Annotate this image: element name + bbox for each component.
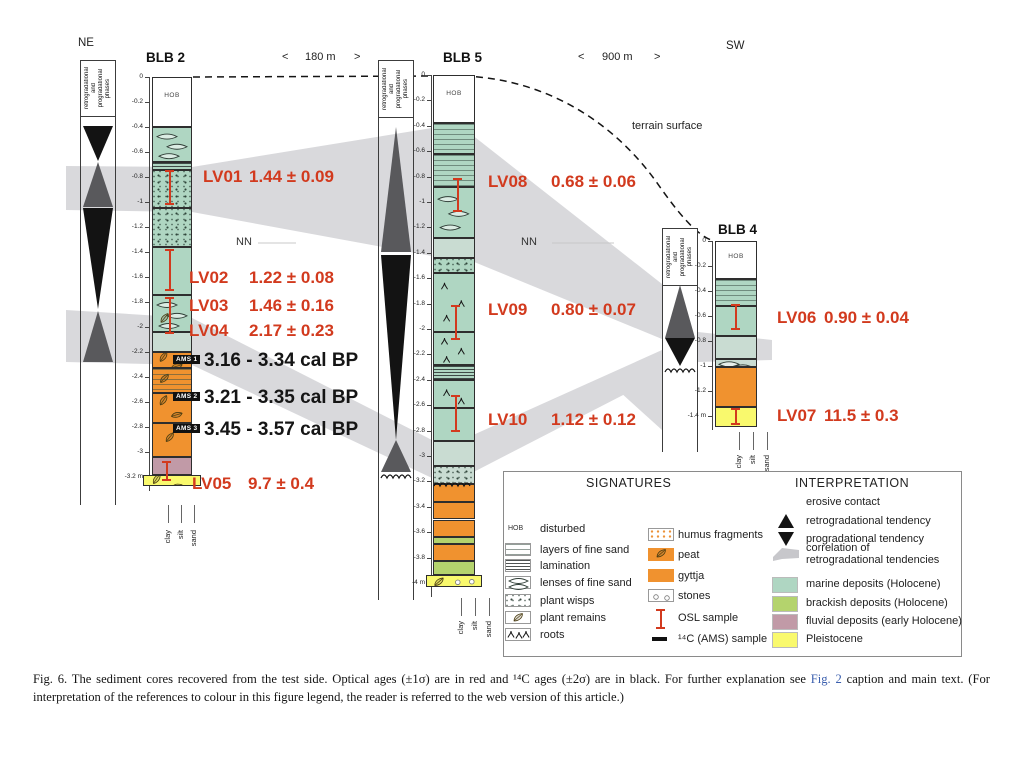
core-segment [152, 162, 192, 170]
ams-age-text: 3.45 - 3.57 cal BP [204, 419, 359, 440]
distance-arrow-left: < [282, 51, 289, 63]
core-segment [433, 123, 475, 153]
grain-scale-tick [753, 432, 754, 450]
compass-sw-label: SW [726, 40, 745, 52]
distance-arrow-right: > [354, 51, 361, 63]
phases-header-word: retrogradational [382, 67, 388, 111]
phases-header-word: and [389, 83, 395, 94]
age-label-name: LV08 [488, 172, 528, 191]
roots-legend-icon [505, 628, 531, 641]
osl-sample-bar [731, 304, 740, 330]
osl-sample-bar [731, 408, 740, 425]
segment-pattern [153, 209, 191, 246]
hob-legend-icon: HOB [508, 525, 524, 532]
interpretation-title: INTERPRETATION [795, 476, 910, 490]
depth-tick [145, 227, 149, 228]
osl-bar-part [457, 178, 459, 212]
core-segment [426, 575, 482, 586]
depth-tick-label: -2 [137, 323, 143, 330]
distance-label: 180 m [305, 51, 336, 63]
legend-item-label: lenses of fine sand [540, 577, 632, 589]
segment-pattern [153, 128, 192, 162]
depth-tick-label: -3.6 [413, 528, 425, 536]
age-label-value: 9.7 ± 0.4 [248, 474, 315, 493]
phases-header-word: retrogradational [84, 67, 90, 110]
depth-tick [427, 354, 431, 355]
segment-pattern [434, 259, 474, 272]
age-label-name: LV03 [189, 296, 229, 315]
legend-item-label: OSL sample [678, 612, 739, 624]
erosive-contact-icon [381, 473, 411, 481]
grain-scale-label: clay [163, 530, 172, 544]
osl-sample-bar [165, 249, 174, 291]
pleisto-legend-icon [772, 632, 798, 648]
core-segment [715, 241, 757, 279]
stones-legend-icon [648, 589, 674, 602]
depth-tick [145, 327, 149, 328]
core-segment [715, 367, 757, 407]
segment-pattern [506, 577, 532, 590]
depth-tick-label: -3 [137, 448, 143, 455]
depth-tick-label: -2 [419, 325, 425, 332]
grain-scale-label: silt [748, 455, 757, 465]
legend-item-label: plant remains [540, 612, 607, 624]
depth-tick [708, 341, 712, 342]
segment-pattern [506, 612, 532, 625]
depth-tick [427, 532, 431, 533]
depth-tick-label: -0.6 [413, 147, 425, 155]
phases-header-word: progradational [98, 69, 104, 108]
phases-header-word: and [673, 251, 679, 262]
osl-bar-part [735, 304, 737, 330]
legend-item-label: ¹⁴C (AMS) sample [678, 633, 768, 645]
legend-item-label: lamination [540, 560, 591, 572]
depth-tick-label: -1 [419, 198, 425, 205]
depth-tick-label: -1 [700, 362, 706, 369]
caption-text: caption and main text. (For interpretation of the references to colour in this figure legend, the reader is referred to the web version of this article.) [33, 672, 990, 704]
osl-bar-part [731, 423, 740, 425]
segment-pattern [427, 576, 482, 586]
segment-pattern [716, 360, 757, 368]
depth-tick-label: 0 [139, 73, 143, 80]
depth-tick [145, 102, 149, 103]
leaf-legend-icon [505, 611, 531, 624]
phases-header-word: phases [105, 78, 111, 99]
core-erosive-contact [434, 481, 474, 489]
depth-tick [427, 558, 431, 559]
grain-scale-label: clay [456, 621, 465, 635]
depth-tick [708, 316, 712, 317]
osl-bar-part [166, 461, 168, 481]
grain-scale-label: sand [189, 530, 198, 547]
depth-tick-label: -0.8 [413, 172, 425, 180]
depth-tick-label: -2.8 [131, 423, 143, 430]
legend-item-label: erosive contact [806, 496, 880, 508]
grain-scale-tick [489, 598, 490, 616]
hob-label: HOB [728, 252, 744, 260]
grain-scale-tick [194, 505, 195, 523]
depth-tick-label: -1.8 [131, 298, 143, 305]
core-segment [433, 544, 475, 562]
phases-header-word: progradational [680, 237, 686, 277]
legend-item-label: plant wisps [540, 595, 595, 607]
gyttja-legend-icon [648, 569, 674, 582]
depth-tick-label: -1.4 [413, 248, 425, 256]
legend-item-label: correlation of [806, 542, 870, 554]
nn-label: NN [236, 236, 252, 248]
segment-pattern [434, 124, 474, 152]
progradational-triangle [83, 208, 113, 309]
osl-bar-part [656, 627, 665, 629]
depth-tick [708, 391, 712, 392]
osl-bar-part [455, 395, 457, 432]
legend-item-label: retrogradational tendency [806, 515, 931, 527]
osl-bar-part [451, 430, 460, 432]
grain-scale-label: sand [762, 455, 771, 472]
core-segment [433, 238, 475, 258]
nn-label: NN [521, 236, 537, 248]
depth-tick-label: -2.4 [131, 373, 143, 380]
distance-arrow-left: < [578, 51, 585, 63]
depth-tick-label: -1.6 [131, 273, 143, 280]
age-label-name: LV04 [189, 321, 229, 340]
ams-tag: AMS 2 [173, 392, 200, 401]
age-label-name: LV10 [488, 410, 528, 429]
core-segment [433, 75, 475, 123]
osl-sample-bar [656, 609, 665, 629]
legend-item-label: retrogradational tendencies [806, 554, 940, 566]
depth-tick-label: -1.2 [694, 387, 706, 394]
depth-tick-label: -1.4 m [687, 412, 706, 419]
osl-bar-part [165, 289, 174, 291]
osl-bar-part [451, 338, 460, 340]
peat-legend-icon [648, 548, 674, 561]
segment-pattern [649, 590, 675, 603]
core-segment [152, 127, 192, 162]
marine-legend-icon [772, 577, 798, 593]
segment-pattern [506, 544, 530, 555]
osl-sample-bar [453, 178, 462, 212]
age-label-value: 1.12 ± 0.12 [551, 410, 636, 429]
age-label-value: 0.80 ± 0.07 [551, 300, 636, 319]
depth-tick-label: -2.6 [413, 401, 425, 409]
core-segment [152, 77, 192, 127]
depth-tick [427, 431, 431, 432]
legend-item-label: gyttja [678, 570, 705, 582]
segment-pattern [506, 560, 530, 571]
age-label-name: LV09 [488, 300, 528, 319]
segment-pattern [153, 369, 191, 392]
legend-item-label: layers of fine sand [540, 544, 630, 556]
progradational-triangle [83, 126, 113, 161]
depth-tick-label: -1.2 [131, 223, 143, 230]
age-label-value: 1.22 ± 0.08 [249, 268, 334, 287]
core-segment [715, 359, 757, 368]
core-segment [152, 368, 192, 393]
c14-sample-icon [652, 637, 667, 641]
osl-bar-part [453, 210, 462, 212]
osl-sample-bar [165, 297, 174, 334]
depth-tick [145, 402, 149, 403]
depth-tick-label: -2.6 [131, 398, 143, 405]
depth-tick-label: -3.2 [413, 477, 425, 485]
depth-tick [145, 177, 149, 178]
osl-bar-part [165, 203, 174, 205]
legend-item-label: progradational tendency [806, 533, 925, 545]
core-segment [152, 457, 192, 475]
osl-sample-bar [451, 395, 460, 432]
age-label-name: LV02 [189, 268, 229, 287]
caption-text: Fig. 6. The sediment cores recovered from the test side. Optical ages (±1σ) are in red and ¹⁴C ages (±2σ) are in black. For further explanation see [33, 672, 811, 686]
depth-tick-label: -0.6 [694, 312, 706, 319]
core-segment [433, 502, 475, 520]
legend-item-label: fluvial deposits (early Holocene) [806, 615, 962, 627]
retrogradational-triangle [83, 162, 113, 207]
depth-ruler-line [149, 77, 150, 491]
depth-tick [427, 304, 431, 305]
figure-caption [33, 671, 990, 706]
depth-tick [145, 352, 149, 353]
legend-item-label: marine deposits (Holocene) [806, 578, 941, 590]
wisps-legend-icon [505, 594, 531, 607]
depth-tick [427, 227, 431, 228]
osl-bar-part [660, 609, 662, 629]
core-title-blb2: BLB 2 [146, 50, 186, 65]
osl-bar-part [455, 305, 457, 340]
depth-tick [427, 405, 431, 406]
depth-tick [708, 241, 712, 242]
distance-label: 900 m [602, 51, 633, 63]
age-label-name: LV07 [777, 406, 817, 425]
hob-label: HOB [446, 89, 462, 97]
depth-tick [427, 202, 431, 203]
osl-bar-part [169, 297, 171, 334]
grain-scale-tick [767, 432, 768, 450]
depth-tick [427, 100, 431, 101]
depth-tick-label: -0.4 [694, 287, 706, 294]
lens-legend-icon [505, 576, 531, 589]
core-segment [433, 520, 475, 538]
depth-tick [145, 152, 149, 153]
depth-tick-label: -2.2 [413, 350, 425, 358]
segment-pattern [434, 366, 474, 379]
grain-scale-tick [475, 598, 476, 616]
fluvial-legend-icon [772, 614, 798, 630]
depth-tick [427, 456, 431, 457]
core-segment [433, 441, 475, 466]
osl-sample-bar [162, 461, 171, 481]
legend-item-label: roots [540, 629, 565, 641]
phases-header [378, 60, 414, 118]
hlines-legend-icon [505, 543, 531, 556]
depth-tick-label: -4 m [412, 579, 425, 586]
phases-header [80, 60, 116, 117]
depth-tick [708, 416, 712, 417]
osl-sample-bar [165, 170, 174, 205]
correlation-band-icon [772, 544, 800, 564]
phases-header-word: retrogradational [666, 235, 672, 279]
segment-pattern [506, 629, 532, 642]
core-segment [715, 279, 757, 307]
depth-tick [708, 266, 712, 267]
ams-tag: AMS 3 [173, 424, 200, 433]
distance-arrow-right: > [654, 51, 661, 63]
depth-tick-label: -1.2 [413, 223, 425, 231]
age-label-name: LV01 [203, 167, 243, 186]
depth-tick-label: -0.2 [131, 98, 143, 105]
depth-tick [145, 302, 149, 303]
depth-tick-label: -1.6 [413, 274, 425, 282]
depth-tick-label: -0.6 [131, 148, 143, 155]
grain-scale-label: silt [176, 530, 185, 540]
depth-tick-label: -1 [137, 198, 143, 205]
phases-header-word: phases [687, 247, 693, 267]
depth-tick [708, 366, 712, 367]
grain-scale-tick [461, 598, 462, 616]
core-segment [433, 561, 475, 575]
core-segment [433, 365, 475, 380]
humus-legend-icon [648, 528, 674, 541]
depth-tick [427, 278, 431, 279]
depth-tick-label: -2.4 [413, 375, 425, 383]
depth-tick [708, 291, 712, 292]
depth-tick [427, 380, 431, 381]
depth-tick [145, 452, 149, 453]
legend-item-label: peat [678, 549, 700, 561]
depth-tick-label: -3.8 [413, 553, 425, 561]
age-label-value: 0.90 ± 0.04 [824, 308, 909, 327]
depth-tick [427, 329, 431, 330]
phases-header-word: progradational [396, 69, 402, 109]
grain-scale-label: clay [734, 455, 743, 469]
age-label-value: 11.5 ± 0.3 [824, 406, 899, 425]
depth-tick-label: 0 [702, 237, 706, 244]
depth-tick-label: -1.4 [131, 248, 143, 255]
fig2-link[interactable]: Fig. 2 [810, 672, 842, 686]
osl-sample-bar [451, 305, 460, 340]
depth-tick [427, 75, 431, 76]
depth-tick-label: -2.2 [131, 348, 143, 355]
ams-tag: AMS 1 [173, 355, 200, 364]
legend-item-label: Pleistocene [806, 633, 863, 645]
depth-ruler-line [431, 75, 432, 597]
phases-header-word: and [91, 83, 97, 94]
depth-tick [427, 481, 431, 482]
core-segment [152, 332, 192, 352]
grain-scale-tick [181, 505, 182, 523]
segment-pattern [648, 548, 674, 561]
core-title-blb5: BLB 5 [443, 50, 483, 65]
age-label-value: 0.68 ± 0.06 [551, 172, 636, 191]
osl-bar-part [731, 328, 740, 330]
depth-tick [145, 427, 149, 428]
ams-age-text: 3.16 - 3.34 cal BP [204, 350, 359, 371]
depth-tick-label: -3.2 m [124, 473, 143, 480]
depth-tick [145, 377, 149, 378]
grain-scale-tick [739, 432, 740, 450]
depth-tick-label: -3 [419, 452, 425, 459]
depth-tick-label: -3.4 [413, 502, 425, 510]
legend-item-label: disturbed [540, 523, 586, 535]
osl-bar-part [169, 170, 171, 205]
erosive-contact-icon [665, 367, 695, 375]
legend-item-label: humus fragments [678, 529, 763, 541]
terrain-surface-label: terrain surface [632, 120, 703, 132]
depth-ruler-line [712, 241, 713, 430]
depth-tick-label: -0.4 [131, 123, 143, 130]
depth-tick [145, 77, 149, 78]
legend-item-label: stones [678, 590, 711, 602]
depth-tick-label: -2.8 [413, 426, 425, 434]
depth-tick [145, 277, 149, 278]
core-segment [152, 208, 192, 247]
depth-tick-label: -0.4 [413, 121, 425, 129]
depth-tick-label: -0.2 [694, 262, 706, 269]
phases-header-word: phases [403, 79, 409, 99]
depth-tick [427, 507, 431, 508]
age-label-value: 2.17 ± 0.23 [249, 321, 334, 340]
depth-tick [145, 252, 149, 253]
depth-tick-label: -0.8 [694, 337, 706, 344]
grain-scale-tick [168, 505, 169, 523]
core-title-blb4: BLB 4 [718, 222, 758, 237]
segment-pattern [153, 163, 191, 169]
retrogradational-icon [778, 514, 794, 528]
depth-tick [427, 177, 431, 178]
depth-tick [427, 253, 431, 254]
age-label-value: 1.46 ± 0.16 [249, 296, 334, 315]
age-label-name: LV05 [192, 474, 232, 493]
depth-tick [145, 202, 149, 203]
core-segment [433, 258, 475, 273]
depth-tick-label: -1.8 [413, 299, 425, 307]
depth-tick [427, 151, 431, 152]
osl-bar-part [165, 332, 174, 334]
compass-ne-label: NE [78, 37, 94, 49]
brackish-legend-icon [772, 596, 798, 612]
retrogradational-triangle [83, 311, 113, 362]
depth-tick-label: 0 [421, 71, 425, 78]
core-segment [715, 336, 757, 359]
lam-legend-icon [505, 559, 531, 572]
osl-bar-part [162, 479, 171, 481]
age-label-name: LV06 [777, 308, 817, 327]
hob-label: HOB [164, 92, 180, 100]
depth-tick [427, 126, 431, 127]
age-label-value: 1.44 ± 0.09 [249, 167, 334, 186]
signatures-title: SIGNATURES [586, 476, 672, 490]
osl-bar-part [169, 249, 171, 291]
ams-age-text: 3.21 - 3.35 cal BP [204, 387, 359, 408]
depth-tick-label: -0.2 [413, 96, 425, 104]
segment-pattern [506, 595, 530, 606]
grain-scale-label: sand [484, 621, 493, 638]
retrogradational-triangle [381, 127, 411, 252]
grain-scale-label: silt [470, 621, 479, 631]
depth-tick [145, 127, 149, 128]
legend-item-label: brackish deposits (Holocene) [806, 597, 948, 609]
depth-tick-label: -0.8 [131, 173, 143, 180]
segment-pattern [649, 529, 673, 540]
progradational-triangle [381, 255, 411, 440]
segment-pattern [716, 280, 756, 306]
